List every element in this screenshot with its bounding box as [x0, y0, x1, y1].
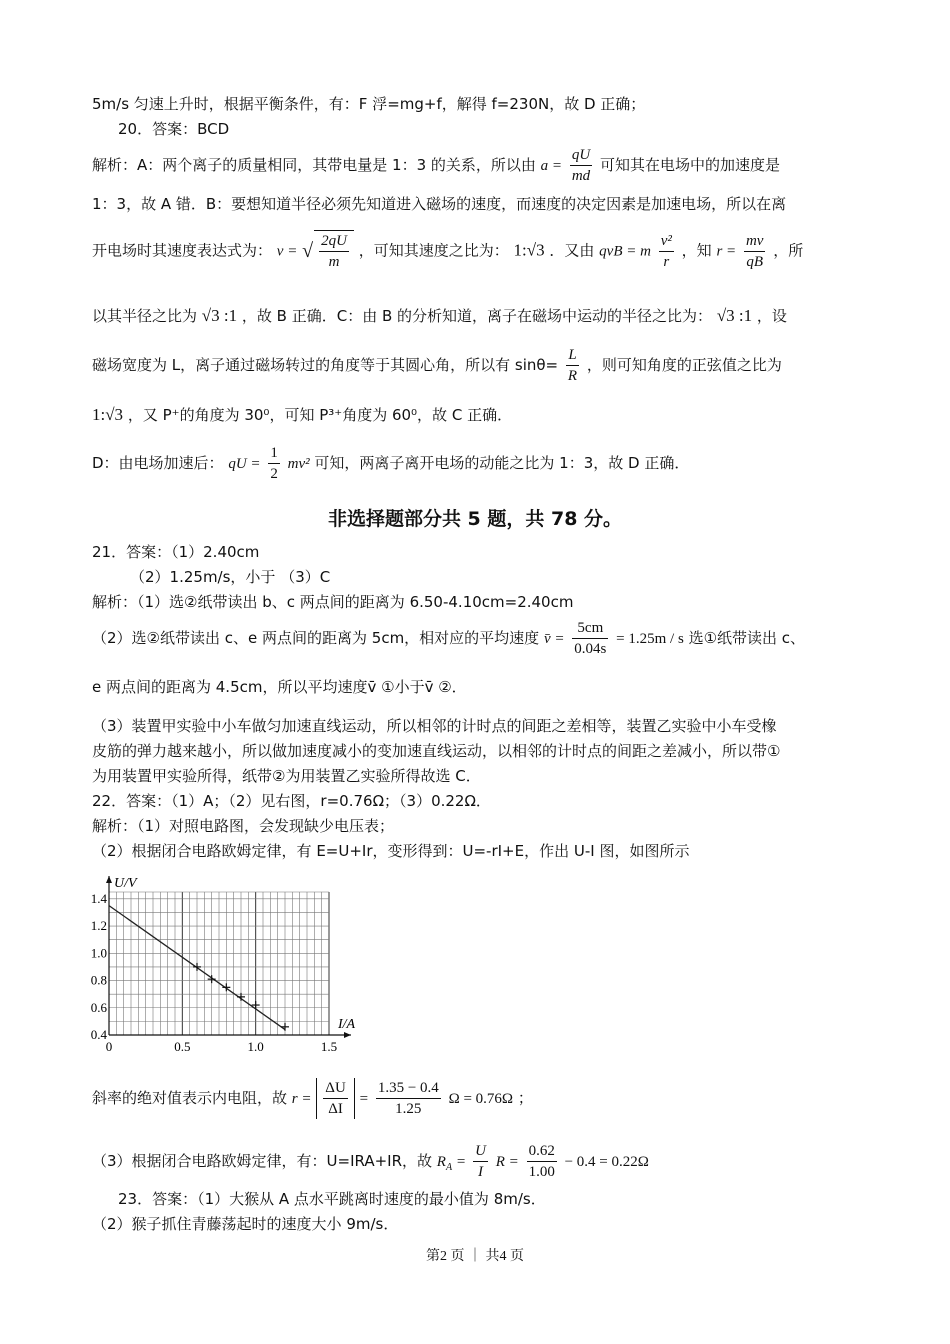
y-tick-label: 1.4: [90, 890, 107, 906]
text-seg: 斜率的绝对值表示内电阻，故: [92, 1089, 288, 1107]
text-seg: ，设: [756, 307, 787, 325]
text-seg: 磁场宽度为 L，离子通过磁场转过的角度等于其圆心角，所以有 sinθ=: [92, 356, 559, 374]
answer-21: 21．答案：（1）2.40cm: [92, 543, 260, 561]
x-axis-arrow-icon: [344, 1032, 351, 1038]
text-seg: D：由电场加速后：: [92, 454, 224, 472]
text-seg: ，可知其速度之比为：: [358, 241, 509, 260]
data-point: [281, 1023, 289, 1031]
formula-ra-mid: R =: [495, 1154, 519, 1170]
formula-qvb: qvB = m: [599, 243, 651, 260]
fraction-denominator: md: [570, 165, 592, 186]
text-line-16: 皮筋的弹力越来越小，所以做加速度减小的变加速直线运动，以相邻的计时点的间距之差减小，所以带①: [92, 742, 781, 760]
fraction-numerator: L: [568, 347, 577, 363]
ratio-2: √3 :1: [201, 306, 238, 325]
fraction-vbar: [572, 618, 608, 659]
fraction-a: [570, 145, 592, 186]
fraction-denominator: 0.04s: [572, 638, 608, 659]
equals-sign: =: [359, 1091, 369, 1107]
fraction-denominator: 1.25: [376, 1098, 441, 1119]
text-seg: 开电场时其速度表达式为：: [92, 241, 273, 260]
formula-ra-eq: =: [456, 1154, 466, 1170]
formula-v-lhs: v =: [276, 243, 298, 260]
fraction-v: [319, 231, 349, 272]
formula-vbar-lhs: v̄ =: [543, 631, 565, 647]
fraction-du-di: [323, 1078, 347, 1119]
fraction-denominator: ΔI: [323, 1098, 347, 1119]
answer-23: 23．答案：（1）大猴从 A 点水平跳离时速度的最小值为 8m/s．: [118, 1190, 546, 1208]
x-tick-label: 0: [105, 1039, 113, 1054]
fraction-numerator: ΔU: [325, 1080, 346, 1096]
formula-ra-rhs: − 0.4 = 0.22Ω: [564, 1154, 649, 1170]
fraction-numerator: qU: [571, 147, 591, 163]
graph-points: [109, 906, 289, 1031]
answer-20: 20．答案：BCD: [118, 120, 230, 138]
answer-21-part2: （2）1.25m/s，小于 （3）C: [130, 568, 331, 586]
fraction-denominator: r: [659, 251, 674, 272]
x-tick-label: 0.5: [174, 1039, 191, 1054]
y-tick-label: 0.6: [90, 999, 107, 1015]
y-axis-arrow-icon: [106, 876, 112, 883]
text-line-15: （3）装置甲实验中小车做匀加速直线运动，所以相邻的计时点的间距之差相等，装置乙实验中小车受橡: [92, 717, 777, 735]
fraction-numerator: 0.62: [528, 1143, 555, 1159]
ratio-3: √3 :1: [716, 306, 753, 325]
fraction-sin: [566, 345, 579, 386]
y-tick-label: 0.8: [90, 972, 107, 988]
text-seg: 解析：A：两个离子的质量相同，其带电量是 1：3 的关系，所以由: [92, 156, 536, 174]
text-line-9: [92, 443, 689, 484]
formula-r-lhs: r =: [716, 243, 737, 260]
text-seg: 以其半径之比为: [92, 307, 198, 325]
text-line-4: 1：3，故 A 错．B：要想知道半径必须先知道进入磁场的速度，而速度的决定因素是加速电场，所以在离: [92, 195, 787, 213]
text-line-3: [92, 145, 780, 186]
text-seg: ，故 B 正确．C：由 B 的分析知道，离子在磁场中运动的半径之比为：: [241, 307, 713, 325]
formula-a-lhs: a =: [540, 158, 563, 174]
graph-grid: [109, 892, 329, 1035]
text-line-6: [92, 306, 787, 326]
answer-22: 22．答案：（1）A；（2）见右图，r=0.76Ω；（3）0.22Ω．: [92, 792, 491, 810]
text-seg: ．又由: [549, 241, 595, 260]
text-seg: （2）选②纸带读出 c、e 两点间的距离为 5cm，相对应的平均速度: [92, 629, 540, 647]
page-footer: 第2 页 ｜ 共4 页: [426, 1249, 524, 1264]
formula-r2-rhs: Ω = 0.76Ω: [448, 1091, 514, 1107]
text-line-12: 解析：（1）选②纸带读出 b、c 两点间的距离为 6.50-4.10cm=2.40cm: [92, 593, 574, 611]
fraction-denominator: qB: [744, 251, 766, 272]
formula-vbar-rhs: = 1.25m / s: [616, 631, 684, 647]
fraction-denominator: 1.00: [527, 1161, 557, 1182]
text-line-1: 5m/s 匀速上升时，根据平衡条件，有：F 浮=mg+f，解得 f=230N，故 D 正确；: [92, 95, 646, 113]
y-axis-label: U/V: [114, 876, 137, 891]
u-i-graph: [88, 872, 358, 1060]
y-tick-label: 0.4: [90, 1027, 107, 1042]
text-seg: 可知，两离子离开电场的动能之比为 1：3，故 D 正确．: [314, 454, 690, 472]
answer-23-part2: （2）猴子抓住青藤荡起时的速度大小 9m/s．: [92, 1215, 399, 1233]
fraction-denominator: I: [473, 1161, 488, 1182]
formula-r2-lhs: r =: [291, 1091, 312, 1107]
fraction-ra: [527, 1141, 557, 1182]
fraction-denominator: R: [566, 365, 579, 386]
abs-value: [316, 1078, 354, 1119]
graph-tick-labels: [91, 891, 337, 1054]
y-tick-label: 1.0: [90, 945, 107, 961]
text-seg: 选①纸带读出 c、: [688, 629, 806, 647]
fraction-numerator: v²: [660, 232, 672, 249]
section-heading: 非选择题部分共 5 题，共 78 分。: [327, 508, 623, 530]
text-line-19: 解析：（1）对照电路图，会发现缺少电压表；: [92, 817, 395, 835]
text-line-8: [92, 405, 512, 425]
text-seg: ，知: [681, 241, 712, 260]
fraction-numerator: 1.35 − 0.4: [377, 1080, 439, 1096]
fraction-numerator: U: [475, 1143, 486, 1159]
text-seg: ，又 P⁺的角度为 30⁰，可知 P³⁺角度为 60⁰，故 C 正确．: [127, 406, 513, 424]
fraction-denominator: 2: [268, 463, 280, 484]
fraction-numerator: mv: [745, 232, 764, 249]
ratio-4: 1:√3: [92, 405, 124, 424]
text-seg: （3）根据闭合电路欧姆定律，有：U=IRA+IR，故: [92, 1152, 433, 1170]
ra-subscript: A: [445, 1162, 453, 1173]
x-axis-label: I/A: [338, 1017, 356, 1032]
text-line-14: e 两点间的距离为 4.5cm，所以平均速度v̄ ①小于v̄ ②．: [92, 678, 467, 696]
y-tick-label: 1.2: [90, 918, 107, 934]
text-line-20: （2）根据闭合电路欧姆定律，有 E=U+Ir，变形得到：U=-rI+E，作出 U-I 图，如图所示: [92, 842, 690, 860]
text-seg: 可知其在电场中的加速度是: [599, 156, 780, 174]
ratio-1: 1:√3: [513, 240, 545, 260]
fraction-denominator: m: [319, 251, 349, 272]
fraction-r2: [376, 1078, 441, 1119]
text-line-7: [92, 345, 782, 386]
fraction-qvb: [659, 231, 674, 272]
text-line-17: 为用装置甲实验所得，纸带②为用装置乙实验所得故选 C．: [92, 767, 481, 785]
sqrt-body: [314, 230, 354, 272]
text-seg: ，所: [773, 241, 804, 260]
fraction-numerator: 2qU: [321, 233, 347, 249]
text-line-21: [92, 1078, 533, 1119]
text-line-5: [92, 230, 803, 272]
x-tick-label: 1.0: [247, 1039, 264, 1054]
formula-ek-rhs: mv²: [287, 456, 310, 472]
text-line-22: [92, 1141, 649, 1182]
fraction-r: [744, 231, 766, 272]
text-seg: ，则可知角度的正弦值之比为: [586, 356, 782, 374]
text-seg: ；: [517, 1089, 533, 1107]
x-tick-label: 1.5: [320, 1039, 338, 1054]
text-line-13: [92, 618, 805, 659]
fraction-numerator: 5cm: [577, 620, 604, 636]
sqrt-sign-icon: √: [302, 240, 314, 262]
fraction-half: [268, 443, 280, 484]
fraction-numerator: 1: [270, 445, 278, 461]
formula-ra-lhs: [436, 1154, 453, 1173]
ra-symbol: R: [436, 1154, 446, 1170]
fraction-u-i: [473, 1141, 488, 1182]
formula-ek-lhs: qU =: [228, 456, 261, 472]
